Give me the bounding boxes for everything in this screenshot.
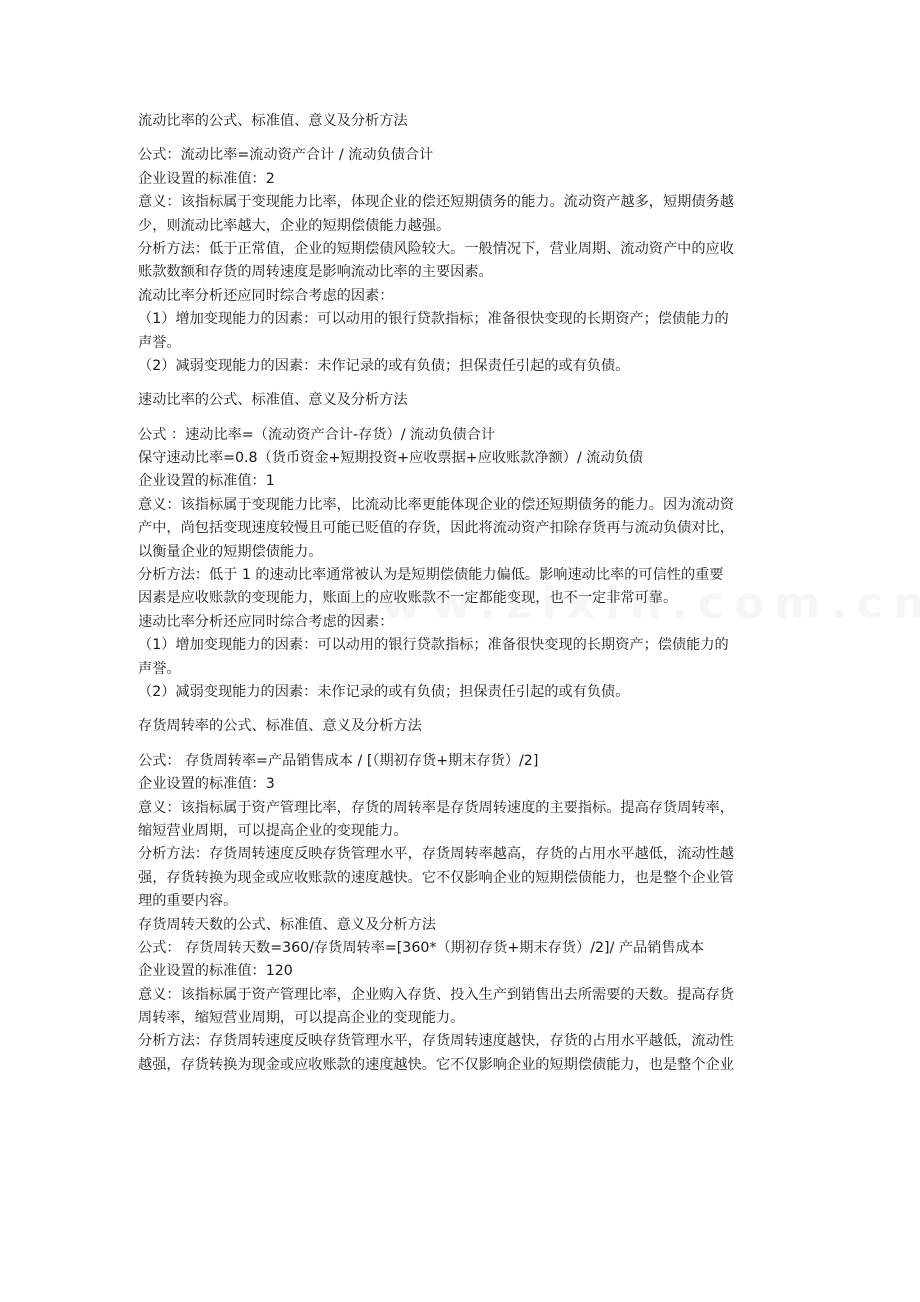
analysis-line: 账款数额和存货的周转速度是影响流动比率的主要因素。 <box>138 264 493 281</box>
factors-heading: 流动比率分析还应同时综合考虑的因素： <box>138 287 394 304</box>
section-quick-ratio <box>138 389 788 704</box>
factor-item: 声誉。 <box>138 660 181 677</box>
analysis-line: 越强，存货转换为现金或应收账款的速度越快。它不仅影响企业的短期偿债能力，也是整个企业 <box>138 1056 734 1073</box>
standard-value-line: 企业设置的标准值：1 <box>138 473 275 490</box>
meaning-line: 少，则流动比率越大，企业的短期偿债能力越强。 <box>138 217 451 234</box>
standard-value-line: 企业设置的标准值：120 <box>138 963 293 980</box>
meaning-line: 周转率，缩短营业周期，可以提高企业的变现能力。 <box>138 1010 465 1027</box>
section-title: 速动比率的公式、标准值、意义及分析方法 <box>138 392 408 409</box>
analysis-line: 分析方法：存货周转速度反映存货管理水平，存货周转率越高，存货的占用水平越低，流动性越 <box>138 846 734 863</box>
subsection-title: 存货周转天数的公式、标准值、意义及分析方法 <box>138 916 436 933</box>
meaning-line: 意义：该指标属于变现能力比率，比流动比率更能体现企业的偿还短期债务的能力。因为流动资 <box>138 496 734 513</box>
standard-value-line: 企业设置的标准值：2 <box>138 170 275 187</box>
standard-value-line: 企业设置的标准值：3 <box>138 776 275 793</box>
section-title: 存货周转率的公式、标准值、意义及分析方法 <box>138 718 422 735</box>
analysis-line: 分析方法：低于正常值，企业的短期偿债风险较大。一般情况下，营业周期、流动资产中的应收 <box>138 240 734 257</box>
factor-item: （2）减弱变现能力的因素：未作记录的或有负债；担保责任引起的或有负债。 <box>138 683 630 700</box>
section-title: 流动比率的公式、标准值、意义及分析方法 <box>138 113 408 129</box>
section-inventory-turnover <box>138 715 788 1077</box>
analysis-line: 理的重要内容。 <box>138 893 238 910</box>
document-body <box>138 110 788 1077</box>
formula-line: 公式： 存货周转天数=360/存货周转率=[360*（期初存货+期末存货）/2]/ 产品销售成本 <box>138 939 704 956</box>
meaning-line: 以衡量企业的短期偿债能力。 <box>138 543 323 560</box>
meaning-line: 缩短营业周期，可以提高企业的变现能力。 <box>138 822 408 839</box>
analysis-line: 分析方法：存货周转速度反映存货管理水平，存货周转速度越快，存货的占用水平越低，流动性 <box>138 1033 734 1050</box>
section-current-ratio <box>138 110 788 378</box>
meaning-line: 意义：该指标属于资产管理比率，企业购入存货、投入生产到销售出去所需要的天数。提高存货 <box>138 986 734 1003</box>
meaning-line: 产中，尚包括变现速度较慢且可能已贬值的存货，因此将流动资产扣除存货再与流动负债对比， <box>138 520 734 537</box>
analysis-line: 强，存货转换为现金或应收账款的速度越快。它不仅影响企业的短期偿债能力，也是整个企业管 <box>138 869 734 886</box>
formula-line: 公式： 存货周转率=产品销售成本 / [（期初存货+期末存货）/2] <box>138 752 539 769</box>
factor-item: （1）增加变现能力的因素：可以动用的银行贷款指标；准备很快变现的长期资产；偿债能力的 <box>138 311 729 328</box>
analysis-line: 因素是应收账款的变现能力，账面上的应收账款不一定都能变现，也不一定非常可靠。 <box>138 590 678 607</box>
factor-item: 声誉。 <box>138 334 181 351</box>
formula-line: 公式：流动比率=流动资产合计 / 流动负债合计 <box>138 147 434 164</box>
meaning-line: 意义：该指标属于资产管理比率，存货的周转率是存货周转速度的主要指标。提高存货周转率， <box>138 799 734 816</box>
formula-line: 公式 ：速动比率=（流动资产合计-存货）/ 流动负债合计 <box>138 426 496 443</box>
factor-item: （2）减弱变现能力的因素：未作记录的或有负债；担保责任引起的或有负债。 <box>138 357 630 374</box>
factor-item: （1）增加变现能力的因素：可以动用的银行贷款指标；准备很快变现的长期资产；偿债能力的 <box>138 637 729 654</box>
analysis-line: 分析方法：低于 1 的速动比率通常被认为是短期偿债能力偏低。影响速动比率的可信性的重要 <box>138 567 724 584</box>
meaning-line: 意义：该指标属于变现能力比率，体现企业的偿还短期债务的能力。流动资产越多，短期债务越 <box>138 194 734 211</box>
factors-heading: 速动比率分析还应同时综合考虑的因素： <box>138 613 394 630</box>
formula-line: 保守速动比率=0.8（货币资金+短期投资+应收票据+应收账款净额）/ 流动负债 <box>138 450 644 467</box>
